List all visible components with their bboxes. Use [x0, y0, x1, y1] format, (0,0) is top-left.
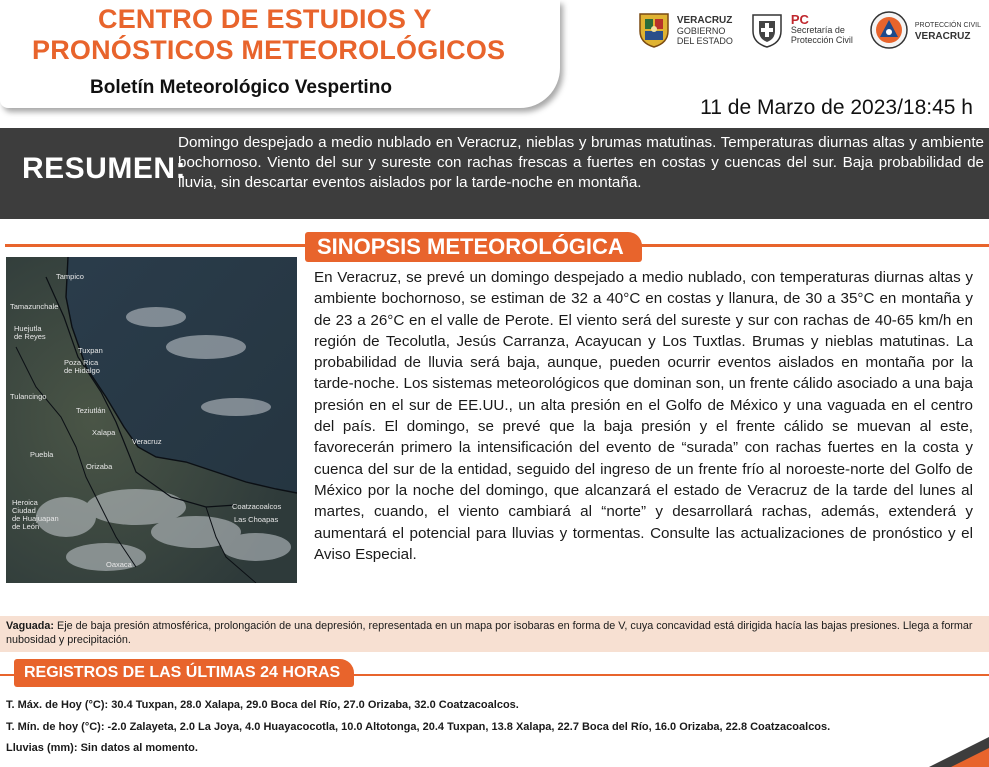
- map-label-veracruz: Veracruz: [132, 437, 162, 446]
- proteccion-civil-veracruz-emblem-icon: [869, 10, 909, 50]
- map-label-huejutla: Huejutla de Reyes: [14, 324, 46, 341]
- veracruz-logo-line3: DEL ESTADO: [676, 35, 733, 46]
- map-label-orizaba: Orizaba: [86, 462, 113, 471]
- veracruz-logo-line1: VERACRUZ: [676, 14, 733, 26]
- veracruz-logo-line2: GOBIERNO: [676, 25, 726, 36]
- sinopsis-text: En Veracruz, se prevé un domingo despejado a medio nublado, con temperaturas diurnas altas y ambiente bochornoso, se estiman de 32 a 40°C en costas y llanura, de 30 a 35°C en montaña y de 23 a 26°C en el valle de Perote. El viento será del sureste y sur con rachas de 40-65 km/h en región de Tecolutla, Jesús Carranza, Acayucan y Los Tuxtlas. Brumas y nieblas matutinas. La probabilidad de lluvia será baja, aunque, pueden ocurrir eventos aislados en montaña por la tarde-noche. Los sistemas meteorológicos que dominan son, un frente cálido asociado a una baja presión en el sur de EE.UU., un alta presión en el Golfo de México y una vaguada en el centro del país. El domingo, se prevé que la baja presión y el frente cálido se muevan al este, favorecerán primero la intensificación del evento de “surada” con rachas fuertes en la costa y cuenca del sur de la entidad, seguido del ingreso de un frente frío al noroeste-norte del Golfo de México por la noche del domingo, que alcanzará el estado de Veracruz de la tarde del lunes al martes, cuando, el viento cambiará al “norte” y desarrollará rachas, además, extenderá y aumentará el potencial para lluvias y tormentas. Consulte las actualizaciones de pronóstico y el Aviso Especial.: [314, 269, 973, 563]
- pc-logo-line1: Secretaría de: [790, 25, 845, 35]
- bulletin-subtitle: Boletín Meteorológico Vespertino: [90, 77, 392, 98]
- map-label-puebla: Puebla: [30, 450, 54, 459]
- map-label-xalapa: Xalapa: [92, 428, 116, 437]
- map-label-tampico: Tampico: [56, 272, 84, 281]
- satellite-image: [6, 257, 297, 583]
- sinopsis-heading: SINOPSIS METEOROLÓGICA: [305, 232, 642, 262]
- map-label-coatzacoalcos: Coatzacoalcos: [232, 502, 282, 511]
- map-label-tamazunchale: Tamazunchale: [10, 302, 59, 311]
- pc-logo-line2: Protección Civil: [790, 35, 853, 45]
- bulletin-date: 11 de Marzo de 2023/18:45 h: [700, 96, 973, 119]
- pcv-logo-line2: VERACRUZ: [914, 30, 971, 42]
- corner-decoration-orange: [951, 748, 989, 767]
- map-label-tulancingo: Tulancingo: [10, 392, 47, 401]
- logo-bar: [637, 6, 981, 54]
- registro-lluvias: Lluvias (mm): Sin datos al momento.: [6, 742, 198, 754]
- pc-logo-title: PC: [790, 12, 809, 27]
- registro-tmin: T. Mín. de hoy (°C): -2.0 Zalayeta, 2.0 La Joya, 4.0 Huayacocotla, 10.0 Altotonga, 20.4 Tuxpan, 13.8 Xalapa, 22.7 Boca del Río, 16.0 Orizaba, 22.8 Coatzacoalcos.: [6, 721, 831, 733]
- resumen-text: Domingo despejado a medio nublado en Veracruz, nieblas y brumas matutinas. Temperaturas diurnas altas y ambiente bochornoso. Viento del sur y sureste con rachas frescas a fuertes en costas y cuencas del sur. Baja probabilidad de lluvia, sin descartar eventos aislados por la tarde-noche en montaña.: [178, 134, 984, 191]
- map-label-huajuapan: Heroica Ciudad de Huajuapan de León: [12, 498, 59, 531]
- map-label-tuxpan: Tuxpan: [78, 346, 103, 355]
- map-label-las-choapas: Las Choapas: [234, 515, 279, 524]
- registros-heading: REGISTROS DE LAS ÚLTIMAS 24 HORAS: [14, 659, 354, 687]
- page-title-line-1: CENTRO DE ESTUDIOS Y: [98, 4, 432, 34]
- resumen-label: RESUMEN:: [22, 152, 187, 185]
- vaguada-definition: [0, 616, 989, 652]
- veracruz-logo-text: [677, 15, 733, 46]
- pc-veracruz-logo-text: [915, 19, 981, 42]
- pc-veracruz-logo: [869, 10, 981, 50]
- map-label-poza-rica: Poza Rica de Hidalgo: [64, 358, 100, 375]
- proteccion-civil-shield-icon: [749, 11, 785, 49]
- pcv-logo-line1: PROTECCIÓN CIVIL: [914, 21, 981, 29]
- veracruz-shield-icon: [637, 11, 671, 49]
- title-panel: [0, 0, 560, 108]
- map-label-oaxaca: Oaxaca: [106, 560, 132, 569]
- pc-logo: [749, 11, 853, 49]
- pc-logo-text: [790, 12, 853, 45]
- vaguada-text: Eje de baja presión atmosférica, prolongación de una depresión, representada en un mapa por isobaras en forma de V, cuya concavidad está dirigida hacía las bajas presiones. Llega a formar nubosidad y precipitación.: [6, 620, 973, 646]
- vaguada-label: Vaguada:: [6, 620, 55, 632]
- map-label-teziutlan: Teziutlán: [76, 406, 106, 415]
- registro-tmax: T. Máx. de Hoy (°C): 30.4 Tuxpan, 28.0 Xalapa, 29.0 Boca del Río, 27.0 Orizaba, 32.0 Coatzacoalcos.: [6, 699, 519, 711]
- resumen-band: [0, 128, 989, 219]
- page-title-line-2: PRONÓSTICOS METEOROLÓGICOS: [32, 35, 506, 65]
- veracruz-logo: [637, 11, 733, 49]
